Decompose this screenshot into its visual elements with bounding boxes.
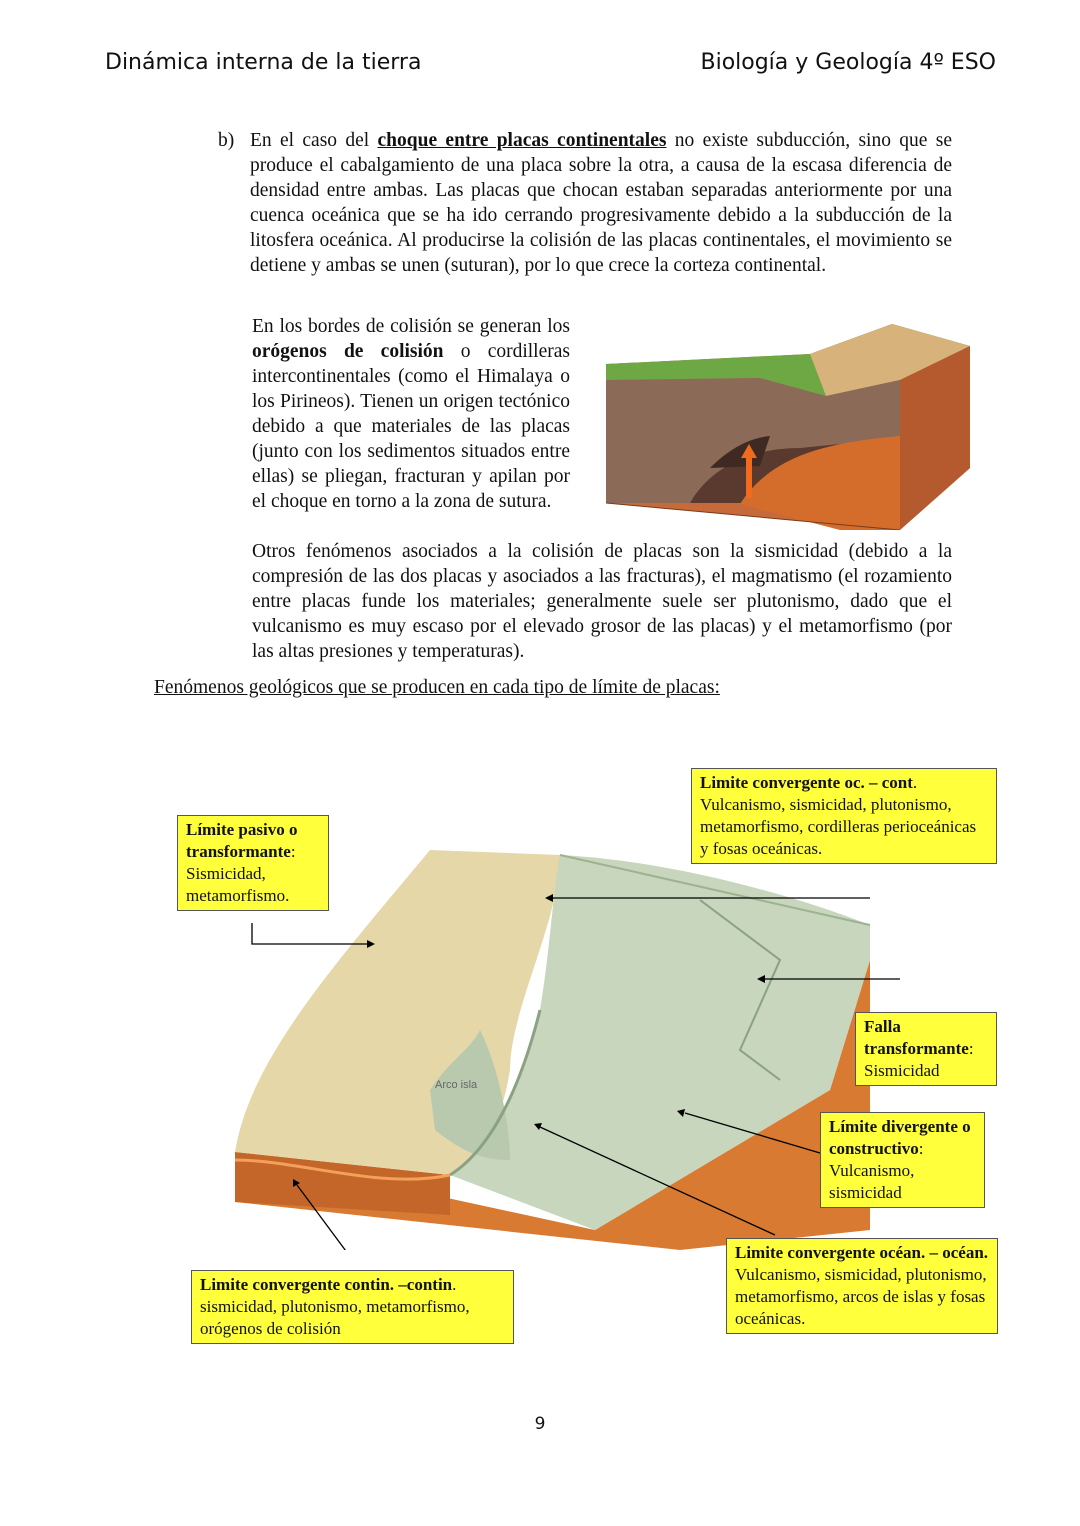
paragraph-continental-collision: En el caso del choque entre placas continentales no existe subducción, sino que se produce el cabalgamiento de una placa sobre la otra, a causa de la escasa diferencia de densidad entre ambas. Las placas que chocan estaban separadas anteriormente por una cuenca oceánica que se ha ido cerrando progresivamente debido a la subducción de la litosfera oceánica. Al producirse la colisión de las placas continentales, el movimiento se detiene y ambas se unen (suturan), por lo que crece la corteza continental. (250, 130, 952, 276)
section-title-fenomenos: Fenómenos geológicos que se producen en cada tipo de límite de placas: (154, 677, 720, 698)
collision-block-diagram (600, 318, 972, 530)
list-marker-b: b) (218, 130, 235, 151)
label-pasivo: Límite pasivo o transformante: Sismicidad, metamorfismo. (177, 815, 329, 911)
label-falla-transformante: Falla transformante: Sismicidad (855, 1012, 997, 1086)
header-subject: Biología y Geología 4º ESO (700, 50, 996, 75)
paragraph-otros-fenomenos: Otros fenómenos asociados a la colisión de placas son la sismicidad (debido a la compresión de las dos placas y asociados a las fracturas), el magmatismo (el rozamiento entre placas funde los materiales; generalmente suele ser plutonismo, dado que el vulcanismo es muy escaso por el elevado grosor de las placas) y el metamorfismo (por las altas presiones y temperaturas). (252, 541, 952, 662)
label-oc-oc: Limite convergente océan. – océan. Vulcanismo, sismicidad, plutonismo, metamorfismo, arcos de islas y fosas oceánicas. (726, 1238, 998, 1334)
arco-isla-label: Arco isla (435, 1079, 478, 1091)
header-title: Dinámica interna de la tierra (105, 50, 422, 75)
label-cont-cont: Limite convergente contin. –contin. sismicidad, plutonismo, metamorfismo, orógenos de colisión (191, 1270, 514, 1344)
leader-pasivo (252, 923, 367, 944)
paragraph-orogenos: En los bordes de colisión se generan los orógenos de colisión o cordilleras intercontinentales (como el Himalaya o los Pirineos). Tienen un origen tectónico debido a que materiales de las placas (junto con los sedimentos situados entre ellas) se pliegan, fracturan y apilan por el choque en torno a la zona de sutura. (252, 316, 570, 512)
page-number: 9 (534, 1414, 546, 1434)
highlight-term: choque entre placas continentales (377, 130, 667, 151)
bold-term: orógenos de colisión (252, 341, 444, 362)
label-oc-cont: Limite convergente oc. – cont. Vulcanismo, sismicidad, plutonismo, metamorfismo, cordilleras perioceánicas y fosas oceánicas. (691, 768, 997, 864)
label-divergente: Límite divergente o constructivo: Vulcanismo, sismicidad (820, 1112, 985, 1208)
